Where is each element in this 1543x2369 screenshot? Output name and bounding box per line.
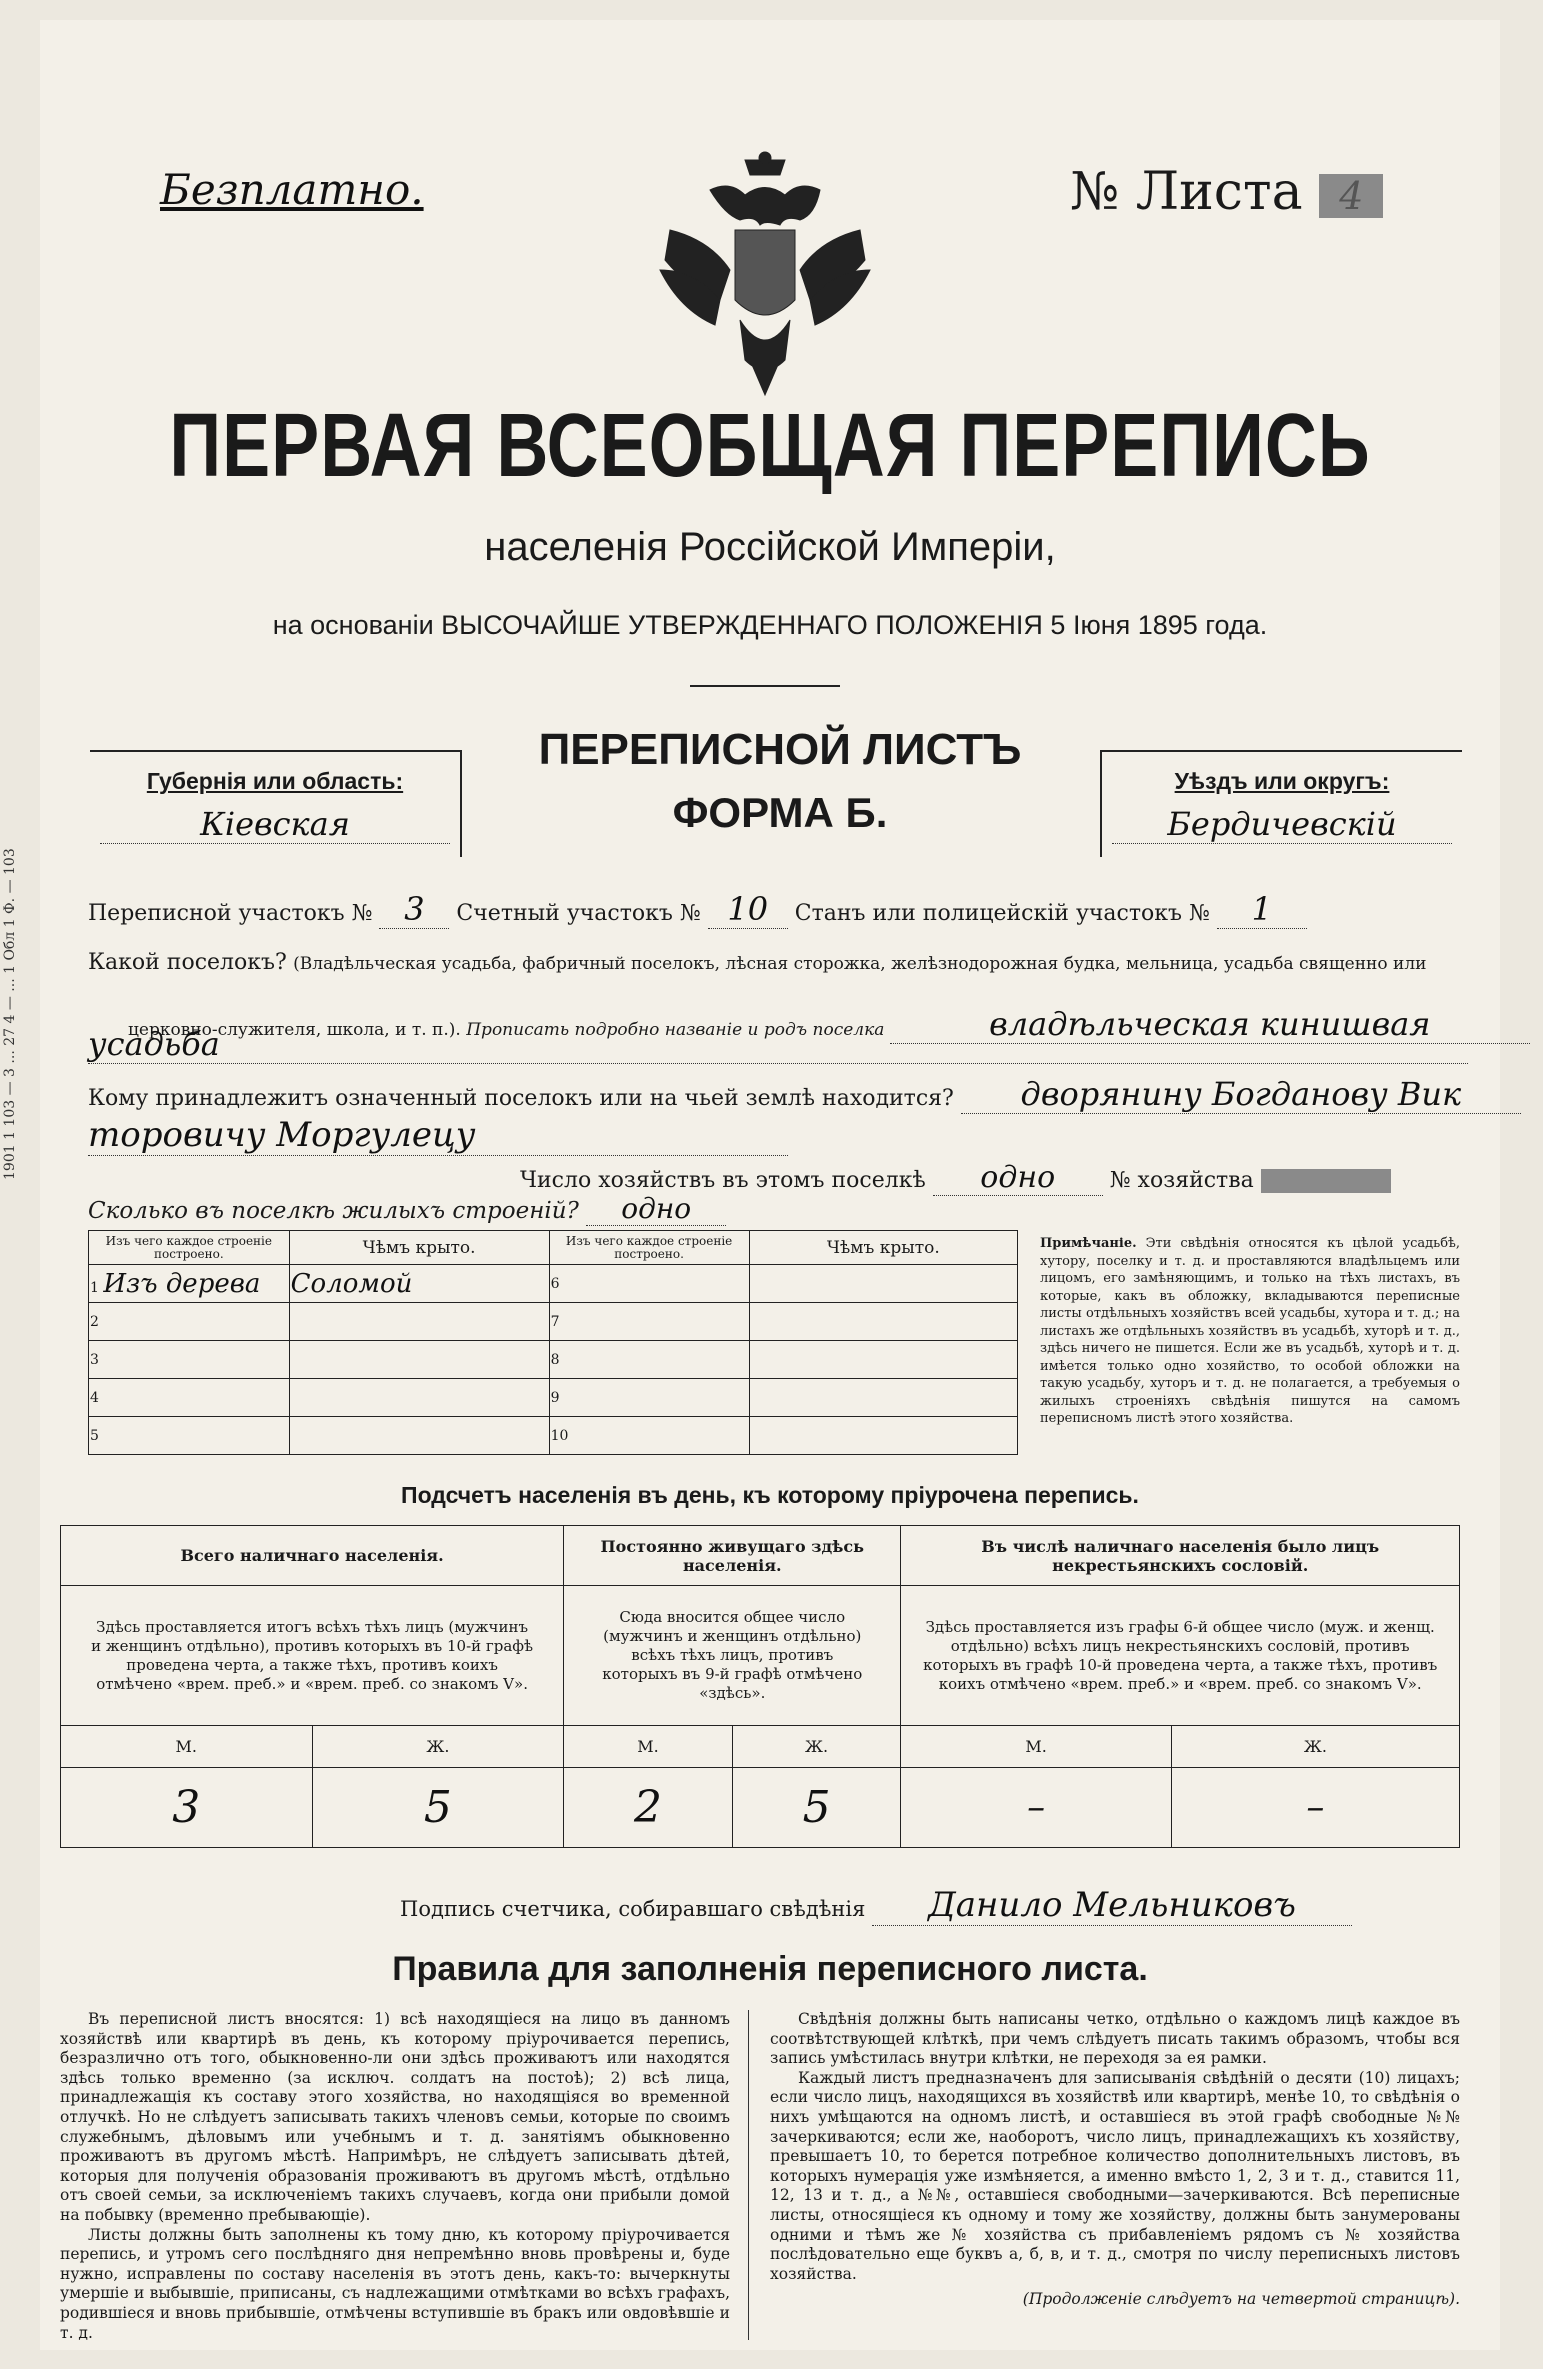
continued-note: (Продолженіе слѣдуетъ на четвертой страницѣ).: [1022, 2290, 1460, 2309]
subtitle: населенія Россійской Имперіи,: [484, 525, 1056, 569]
m-label: М.: [564, 1726, 733, 1768]
margin-stamp: 1901 1 103 — 3 ... 27 4 — ... 1 Обл 1 Ф. — 103: [2, 848, 18, 1180]
count-area-value: 10: [708, 890, 788, 929]
col-material-2: Изъ чего каждое строеніе построено.: [549, 1231, 749, 1265]
nonpeasant-f: –: [1171, 1768, 1459, 1848]
row-number: 3: [89, 1341, 290, 1379]
row-number: 9: [549, 1379, 749, 1417]
rules-right-column: [770, 2010, 1460, 2310]
rules-left-p1: Въ переписной листъ вносятся: 1) всѣ находящіеся на лицо въ данномъ хозяйствѣ или квартирѣ въ день, къ которому пріурочивается перепись, безразлично отъ того, обыкновенно-ли они здѣсь проживаютъ или находятся здѣсь только временно (за исключ. солдатъ на постоѣ); 2) всѣ лица, принадлежащія къ составу этого хозяйства, но находящіяся во временной отлучкѣ. Но не слѣдуетъ записывать такихъ членовъ семьи, которые по своимъ служебнымъ, дѣловымъ или учебнымъ и т. д. занятіямъ обыкновенно проживаютъ въ другомъ мѣстѣ. Напримѣръ, не слѣдуетъ записывать дѣтей, которыя для полученія образованія проживаютъ въ другомъ мѣстѣ, отдѣльно отъ своей семьи, за исключеніемъ такихъ случаевъ, когда они прибыли домой на побывку (временно пребывающіе).: [60, 2010, 730, 2224]
census-area-label: Переписной участокъ №: [88, 901, 373, 926]
form-header-band: [90, 725, 1460, 865]
table-row: [89, 1265, 1018, 1303]
f-label: Ж.: [1171, 1726, 1459, 1768]
sheet-number-value: 4: [1319, 174, 1383, 218]
rules-left-p2: Листы должны быть заполнены къ тому дню, къ которому пріурочивается перепись, и утромъ сего послѣдняго дня непремѣнно вновь провѣрены и, буде нужно, исправлены по составу населенія въ этотъ день, какъ-то: вычеркнуты умершіе и выбывшіе, приписаны, съ надлежащими отмѣтками во всѣхъ графахъ, родившіеся и вновь прибывшіе, отмѣчены вступившіе въ бракъ или овдовѣвшіе и т. д.: [60, 2225, 730, 2342]
row-roof: [749, 1303, 1017, 1341]
settlement-value-1: владѣльческая кинишвая: [890, 1005, 1530, 1044]
col-material: Изъ чего каждое строеніе построено.: [89, 1231, 290, 1265]
row-number: 2: [89, 1303, 290, 1341]
row-number: 5: [89, 1417, 290, 1455]
sheet-title: ПЕРЕПИСНОЙ ЛИСТЪ: [538, 725, 1022, 774]
col-nonpeasant-text: Здѣсь проставляется изъ графы 6-й общее число (муж. и женщ. отдѣльно) всѣхъ лицъ некрестьянскихъ сословій, противъ которыхъ въ графѣ 10-й проведена черта, а также тѣхъ, противъ коихъ отмѣчено «врем. преб.» и «врем. преб. со знакомъ V».: [901, 1586, 1460, 1726]
total-f: 5: [312, 1768, 564, 1848]
settlement-hint-2: церковно-служителя, школа, и т. п.).: [128, 1020, 461, 1040]
table-row: [89, 1303, 1018, 1341]
owner-value-1: дворянину Богданову Вик: [961, 1075, 1521, 1114]
settlement-q: Какой поселокъ?: [88, 950, 287, 975]
rules-left-column: [60, 2010, 730, 2343]
rules-title: Правила для заполненія переписного листа.: [392, 1950, 1148, 1988]
col-nonpeasant: Въ числѣ наличнаго населенія было лицъ некрестьянскихъ сословій.: [901, 1526, 1460, 1586]
m-label: М.: [901, 1726, 1171, 1768]
total-m: 3: [61, 1768, 313, 1848]
resident-m: 2: [564, 1768, 733, 1848]
province-value: Кіевская: [100, 805, 450, 844]
row-roof: [749, 1341, 1017, 1379]
province-label: Губернія или область:: [146, 768, 404, 794]
province-box: [90, 750, 462, 857]
column-divider: [748, 2010, 749, 2340]
note-title: Примѣчаніе.: [1040, 1236, 1137, 1251]
divider: [690, 685, 840, 687]
row-material: Изъ дерева: [103, 1268, 261, 1299]
signature-row: [400, 1885, 1352, 1926]
col-resident: Постоянно живущаго здѣсь населенія.: [564, 1526, 901, 1586]
settlement-instruction: Прописать подробно названіе и родъ поселка: [466, 1020, 885, 1040]
col-total: Всего наличнаго населенія.: [61, 1526, 564, 1586]
col-roof-2: Чѣмъ крыто.: [749, 1231, 1017, 1265]
count-area-label: Счетный участокъ №: [456, 901, 701, 926]
f-label: Ж.: [732, 1726, 901, 1768]
households-label: Число хозяйствъ въ этомъ поселкѣ: [520, 1168, 926, 1193]
buildings-row: [88, 1192, 726, 1226]
note: [1040, 1235, 1460, 1428]
district-value: Бердичевскій: [1112, 805, 1452, 844]
owner-q: Кому принадлежитъ означенный поселокъ или на чьей землѣ находится?: [88, 1086, 954, 1111]
sheet-number: [1070, 162, 1383, 222]
owner-value-2: торовичу Моргулецу: [88, 1115, 788, 1156]
row-roof: [749, 1379, 1017, 1417]
form-label: ФОРМА Б.: [672, 789, 888, 836]
row-number: 10: [549, 1417, 749, 1455]
households-value: одно: [933, 1160, 1103, 1196]
col-resident-text: Сюда вносится общее число (мужчинъ и женщинъ отдѣльно) всѣхъ тѣхъ лицъ, противъ которыхъ въ 9-й графѣ отмѣчено «здѣсь».: [564, 1586, 901, 1726]
police-area-label: Станъ или полицейскій участокъ №: [794, 901, 1210, 926]
district-label: Уѣздъ или округъ:: [1174, 768, 1390, 794]
household-no-label: № хозяйства: [1109, 1168, 1254, 1193]
table-row: [89, 1379, 1018, 1417]
police-area-value: 1: [1217, 890, 1307, 929]
legal-basis: на основаніи ВЫСОЧАЙШЕ УТВЕРЖДЕННАГО ПОЛОЖЕНІЯ 5 Іюня 1895 года.: [272, 610, 1268, 640]
nonpeasant-m: –: [901, 1768, 1171, 1848]
settlement-hint-1: (Владѣльческая усадьба, фабричный поселокъ, лѣсная сторожка, желѣзнодорожная будка, мельница, усадьба священно или: [293, 954, 1427, 974]
table-row: [89, 1417, 1018, 1455]
row-number: 1: [90, 1279, 99, 1296]
imperial-eagle-icon: [650, 150, 880, 400]
signature-label: Подпись счетчика, собиравшаго свѣдѣнія: [400, 1897, 866, 1921]
row-roof: [749, 1417, 1017, 1455]
row-number: 6: [549, 1265, 749, 1303]
col-roof: Чѣмъ крыто.: [289, 1231, 549, 1265]
row-roof: [289, 1303, 549, 1341]
household-no-value: [1261, 1169, 1391, 1193]
census-area-value: 3: [379, 890, 449, 929]
row-number: 8: [549, 1341, 749, 1379]
table-row: [89, 1341, 1018, 1379]
note-text: Эти свѣдѣнія относятся къ цѣлой усадьбѣ, хутору, поселку и т. д. и проставляются владѣльцемъ или лицомъ, его замѣняющимъ, и только на тѣхъ листахъ, въ которые, какъ въ обложку, вкладываются переписные листы отдѣльныхъ хозяйствъ всей усадьбы, хутора и т. д.; на листахъ же отдѣльныхъ хозяйствъ въ усадьбѣ, хуторѣ и т. д., здѣсь ничего не пишется. Если же въ усадьбѣ, хуторѣ и т. д. имѣется только одно хозяйство, то особой обложки на такую усадьбу, хуторъ и т. д. не полагается, а требуемыя о жилыхъ строеніяхъ свѣдѣнія пишутся на самомъ переписномъ листѣ этого хозяйства.: [1040, 1236, 1460, 1426]
col-total-text: Здѣсь проставляется итогъ всѣхъ тѣхъ лицъ (мужчинъ и женщинъ отдѣльно), противъ которыхъ въ 10-й графѣ проведена черта, а также тѣхъ, противъ коихъ отмѣчено «врем. преб.» и «врем. преб. со знакомъ V».: [61, 1586, 564, 1726]
f-label: Ж.: [312, 1726, 564, 1768]
row-roof: [289, 1379, 549, 1417]
row-number: 4: [89, 1379, 290, 1417]
rules-right-p2: Каждый листъ предназначенъ для записыванія свѣдѣній о десяти (10) лицахъ; если число лицъ, находящихся въ хозяйствѣ или квартирѣ, менѣе 10, то свѣдѣнія о нихъ умѣщаются на одномъ листѣ, и оставшіеся въ этой графѣ свободные №№ зачеркиваются; если же, наоборотъ, число лицъ, принадлежащихъ къ хозяйству, превышаетъ 10, то берется потребное количество дополнительныхъ листовъ, въ которыхъ нумерація уже измѣняется, а именно вмѣсто 1, 2, 3 и т. д., ставится 11, 12, 13 и т. д., а №№, оставшіеся свободными—зачеркиваются. Всѣ переписные листы, относящіеся къ одному и тому же хозяйству, должны быть занумерованы одними и тѣмъ же № хозяйства съ прибавленіемъ рядомъ съ № хозяйства послѣдовательно еще буквъ а, б, в, и т. д., смотря по числу переписныхъ листовъ хозяйства.: [770, 2068, 1460, 2283]
row-number: 7: [549, 1303, 749, 1341]
m-label: М.: [61, 1726, 313, 1768]
district-box: [1100, 750, 1462, 857]
settlement-value-2: усадьба: [88, 1025, 1468, 1064]
free-label: Безплатно.: [160, 165, 424, 214]
buildings-table: [88, 1230, 1018, 1455]
census-sheet: [2, 20, 1500, 2350]
sheet-number-label: № Листа: [1070, 162, 1303, 222]
buildings-value: одно: [586, 1192, 726, 1226]
settlement-question: [88, 950, 1468, 975]
owner-row: [88, 1075, 1488, 1114]
row-roof: [749, 1265, 1017, 1303]
signature-value: Данило Мельниковъ: [872, 1885, 1352, 1926]
area-fields-row: [88, 890, 1468, 929]
rules-right-p1: Свѣдѣнія должны быть написаны четко, отдѣльно о каждомъ лицѣ каждое въ соотвѣтствующей клѣткѣ, при чемъ слѣдуетъ писать такимъ образомъ, чтобы вся запись умѣстилась внутри клѣтки, не переходя за ея рамки.: [770, 2010, 1460, 2068]
buildings-q: Сколько въ поселкѣ жилыхъ строеній?: [88, 1198, 579, 1224]
row-roof: [289, 1417, 549, 1455]
page-title: ПЕРВАЯ ВСЕОБЩАЯ ПЕРЕПИСЬ: [169, 396, 1371, 496]
row-roof: Соломой: [289, 1265, 549, 1303]
resident-f: 5: [732, 1768, 901, 1848]
population-title: Подсчетъ населенія въ день, къ которому пріурочена перепись.: [401, 1482, 1139, 1508]
population-table: [60, 1525, 1460, 1848]
households-row: [520, 1160, 1480, 1196]
row-roof: [289, 1341, 549, 1379]
